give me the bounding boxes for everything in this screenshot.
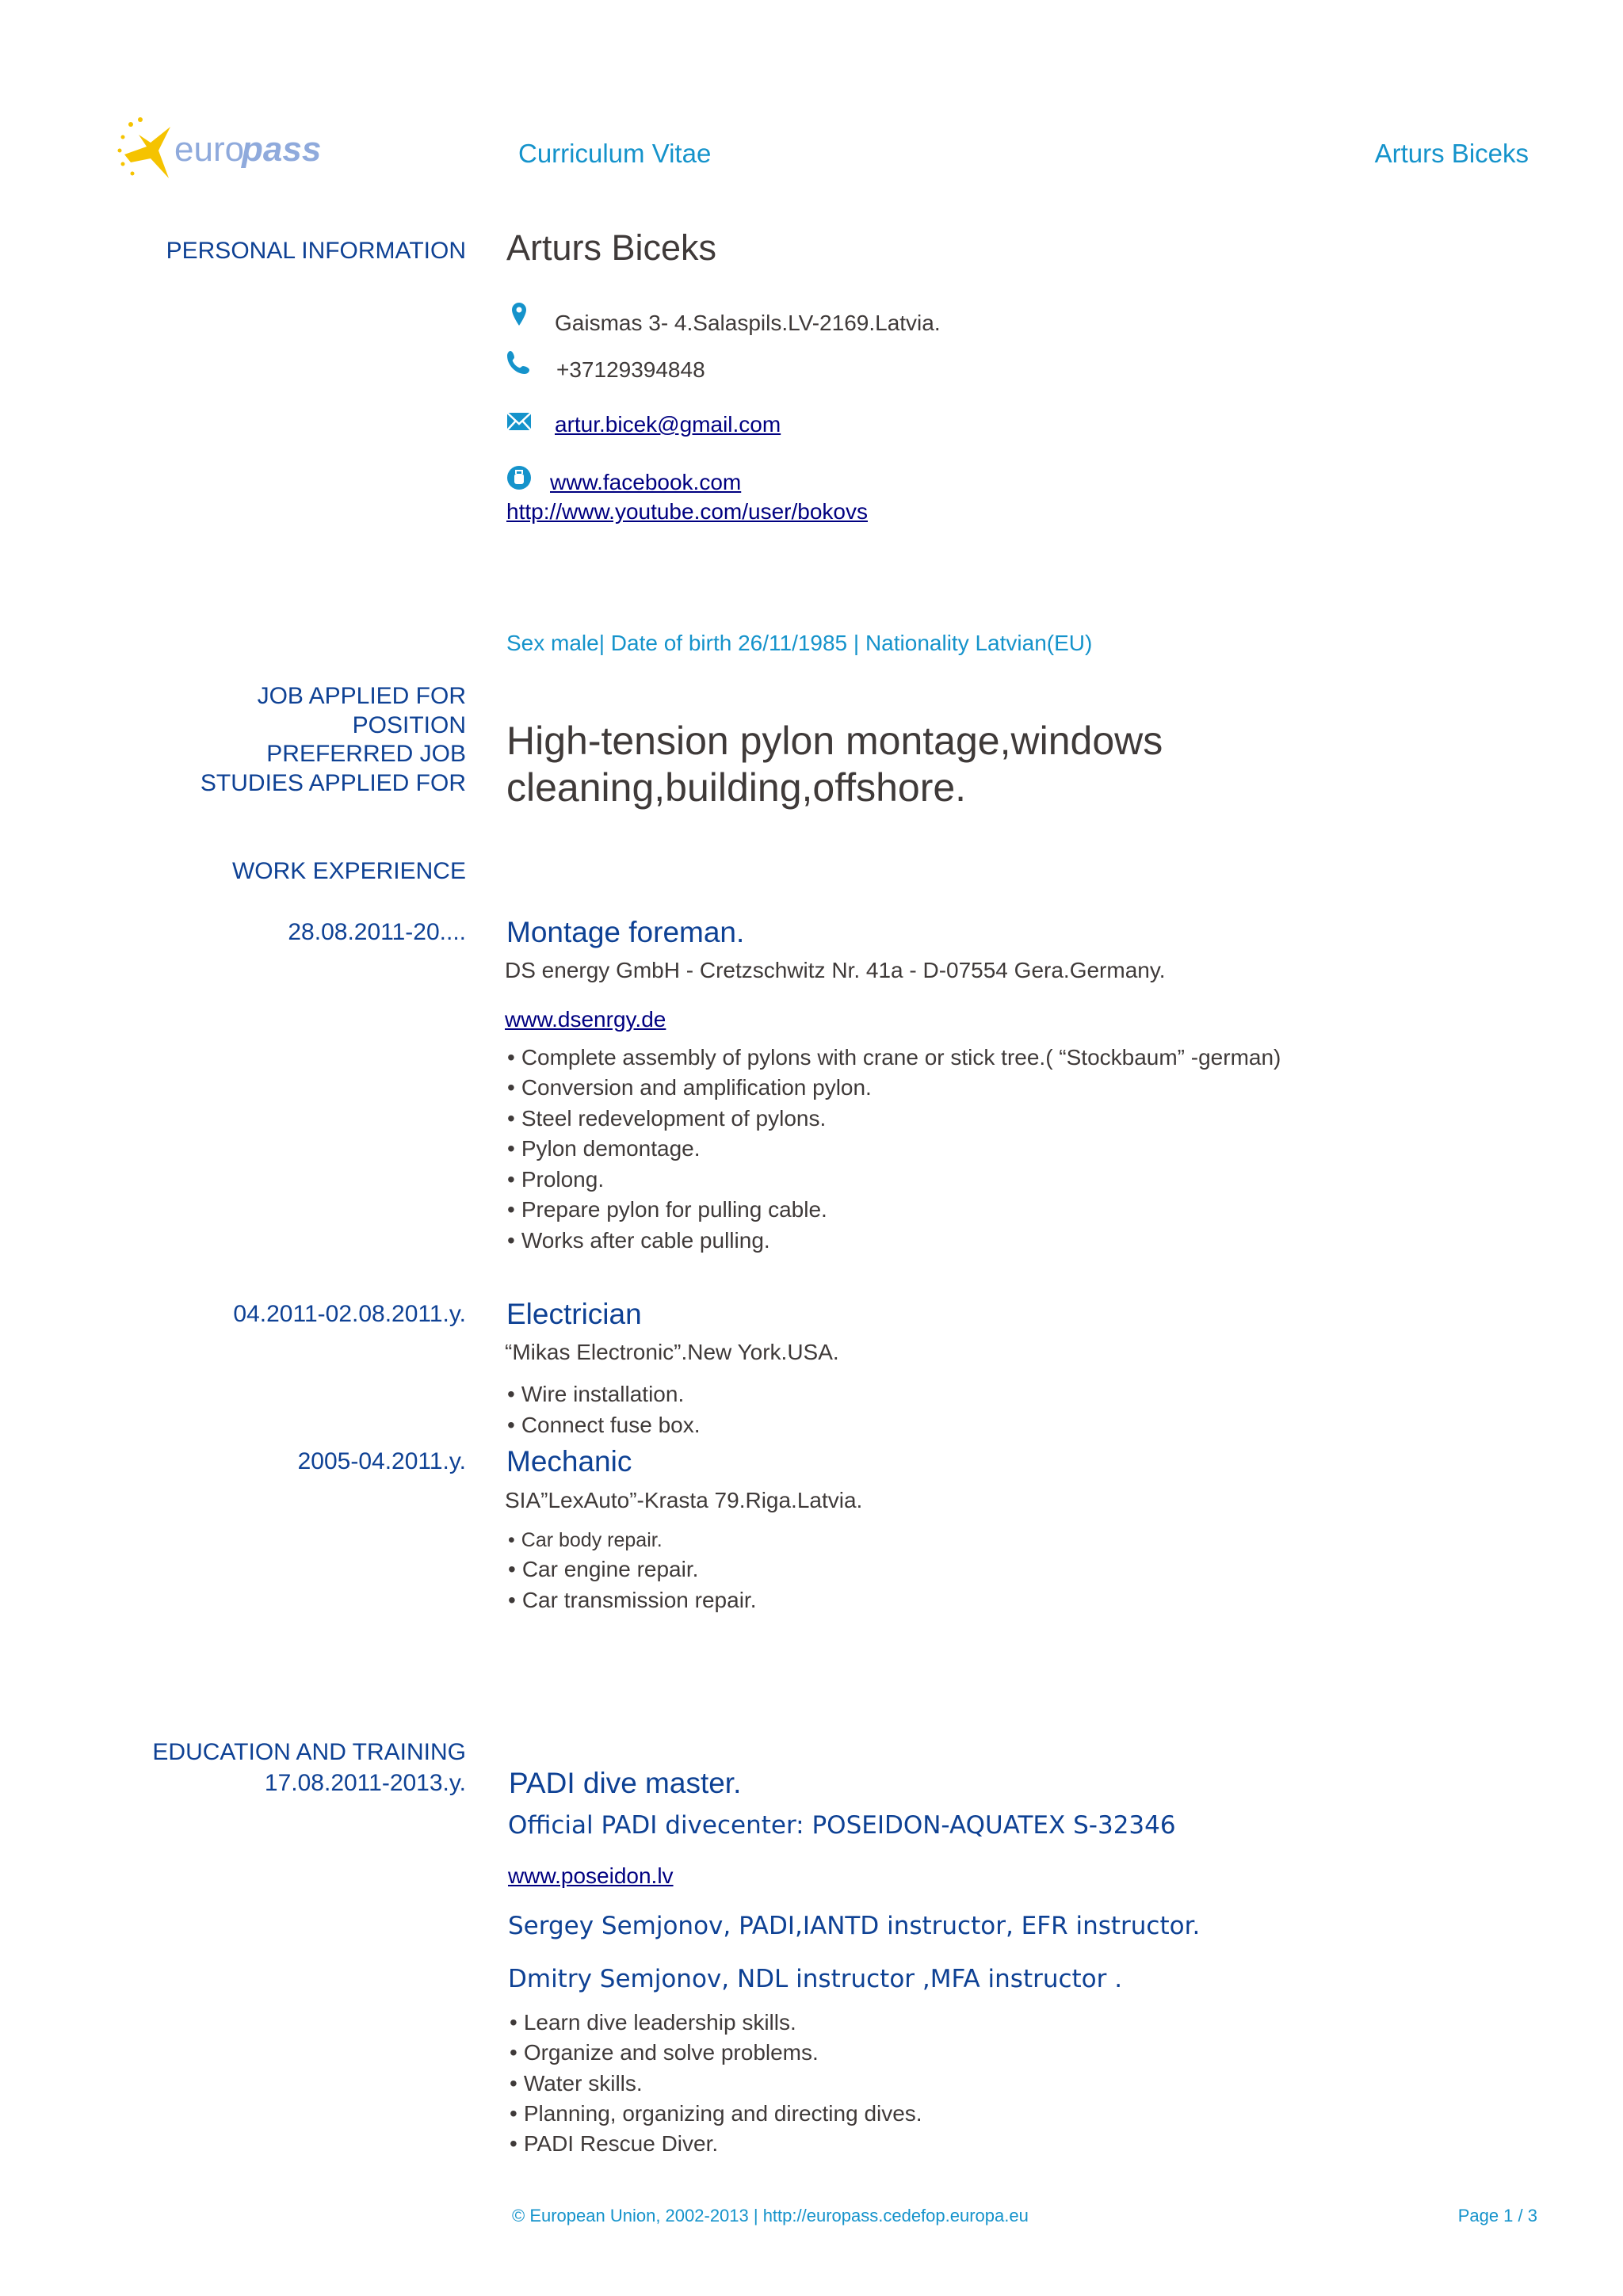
education-bullet: • Water skills.	[510, 2070, 643, 2097]
education-title: PADI dive master.	[509, 1767, 742, 1799]
work-bullet: • Pylon demontage.	[507, 1135, 701, 1162]
header-person-name: Arturs Biceks	[1374, 139, 1529, 168]
employer-link[interactable]: www.dsenrgy.de	[505, 1007, 666, 1032]
work-bullet: • Conversion and amplification pylon.	[507, 1074, 872, 1101]
work-bullet: • Prolong.	[507, 1166, 604, 1193]
work-dates: 2005-04.2011.y.	[297, 1448, 466, 1474]
work-position: Mechanic	[506, 1445, 632, 1478]
work-employer: DS energy GmbH - Cretzschwitz Nr. 41a - D-07554 Gera.Germany.	[505, 958, 1166, 982]
section-label-work-experience: WORK EXPERIENCE	[231, 858, 466, 884]
education-center: Official PADI divecenter: POSEIDON-AQUATEX S-32346	[508, 1811, 1176, 1840]
work-position: Electrician	[506, 1298, 642, 1330]
svg-text:pass: pass	[242, 130, 322, 169]
address: Gaismas 3- 4.Salaspils.LV-2169.Latvia.	[555, 311, 941, 335]
job-title-line-1: High-tension pylon montage,windows	[506, 719, 1163, 763]
location-pin-icon	[506, 301, 533, 328]
svg-text:euro: euro	[174, 130, 245, 169]
instructor-2: Dmitry Semjonov, NDL instructor ,MFA instructor .	[508, 1965, 1123, 1993]
work-bullet: • Wire installation.	[507, 1381, 684, 1408]
instructor-1: Sergey Semjonov, PADI,IANTD instructor, EFR instructor.	[508, 1912, 1201, 1940]
work-dates: 04.2011-02.08.2011.y.	[233, 1301, 466, 1327]
work-dates: 28.08.2011-20....	[288, 919, 466, 945]
work-employer: “Mikas Electronic”.New York.USA.	[505, 1340, 839, 1364]
work-bullet: • Car body repair.	[508, 1528, 663, 1552]
section-label-education: EDUCATION AND TRAINING	[152, 1739, 466, 1765]
education-link[interactable]: www.poseidon.lv	[508, 1863, 674, 1888]
work-bullet: • Prepare pylon for pulling cable.	[507, 1196, 827, 1223]
email-icon	[506, 408, 533, 435]
europass-logo	[115, 115, 337, 182]
document-title: Curriculum Vitae	[518, 139, 712, 168]
job-title-line-2: cleaning,building,offshore.	[506, 765, 967, 810]
work-bullet: • Works after cable pulling.	[507, 1227, 770, 1254]
work-employer: SIA”LexAuto”-Krasta 79.Riga.Latvia.	[505, 1488, 863, 1512]
phone-icon	[506, 349, 533, 376]
youtube-link[interactable]: http://www.youtube.com/user/bokovs	[506, 499, 868, 524]
work-bullet: • Car engine repair.	[508, 1556, 698, 1583]
label-studies-applied-for: STUDIES APPLIED FOR	[200, 770, 466, 796]
label-preferred-job: PREFERRED JOB	[266, 741, 466, 767]
phone: +37129394848	[556, 357, 705, 382]
education-bullet: • Organize and solve problems.	[510, 2039, 819, 2066]
section-label-personal-information: PERSONAL INFORMATION	[166, 238, 466, 264]
personal-details: Sex male| Date of birth 26/11/1985 | Nationality Latvian(EU)	[506, 631, 1093, 655]
work-position: Montage foreman.	[506, 916, 745, 948]
education-dates: 17.08.2011-2013.y.	[264, 1770, 466, 1796]
work-bullet: • Steel redevelopment of pylons.	[507, 1105, 826, 1132]
work-bullet: • Complete assembly of pylons with crane or stick tree.( “Stockbaum” -german)	[507, 1044, 1281, 1071]
label-position: POSITION	[352, 712, 466, 738]
footer-copyright: © European Union, 2002-2013 | http://europass.cedefop.europa.eu	[512, 2206, 1029, 2225]
education-bullet: • Learn dive leadership skills.	[510, 2009, 796, 2036]
work-bullet: • Connect fuse box.	[507, 1412, 701, 1439]
education-bullet: • PADI Rescue Diver.	[510, 2130, 718, 2157]
facebook-link[interactable]: www.facebook.com	[550, 470, 742, 494]
work-bullet: • Car transmission repair.	[508, 1587, 756, 1614]
page-number: Page 1 / 3	[1457, 2206, 1537, 2225]
education-bullet: • Planning, organizing and directing dives.	[510, 2100, 922, 2127]
person-name: Arturs Biceks	[506, 227, 717, 268]
email-link[interactable]: artur.bicek@gmail.com	[555, 412, 781, 437]
label-job-applied-for: JOB APPLIED FOR	[257, 683, 466, 709]
website-icon	[506, 464, 533, 491]
